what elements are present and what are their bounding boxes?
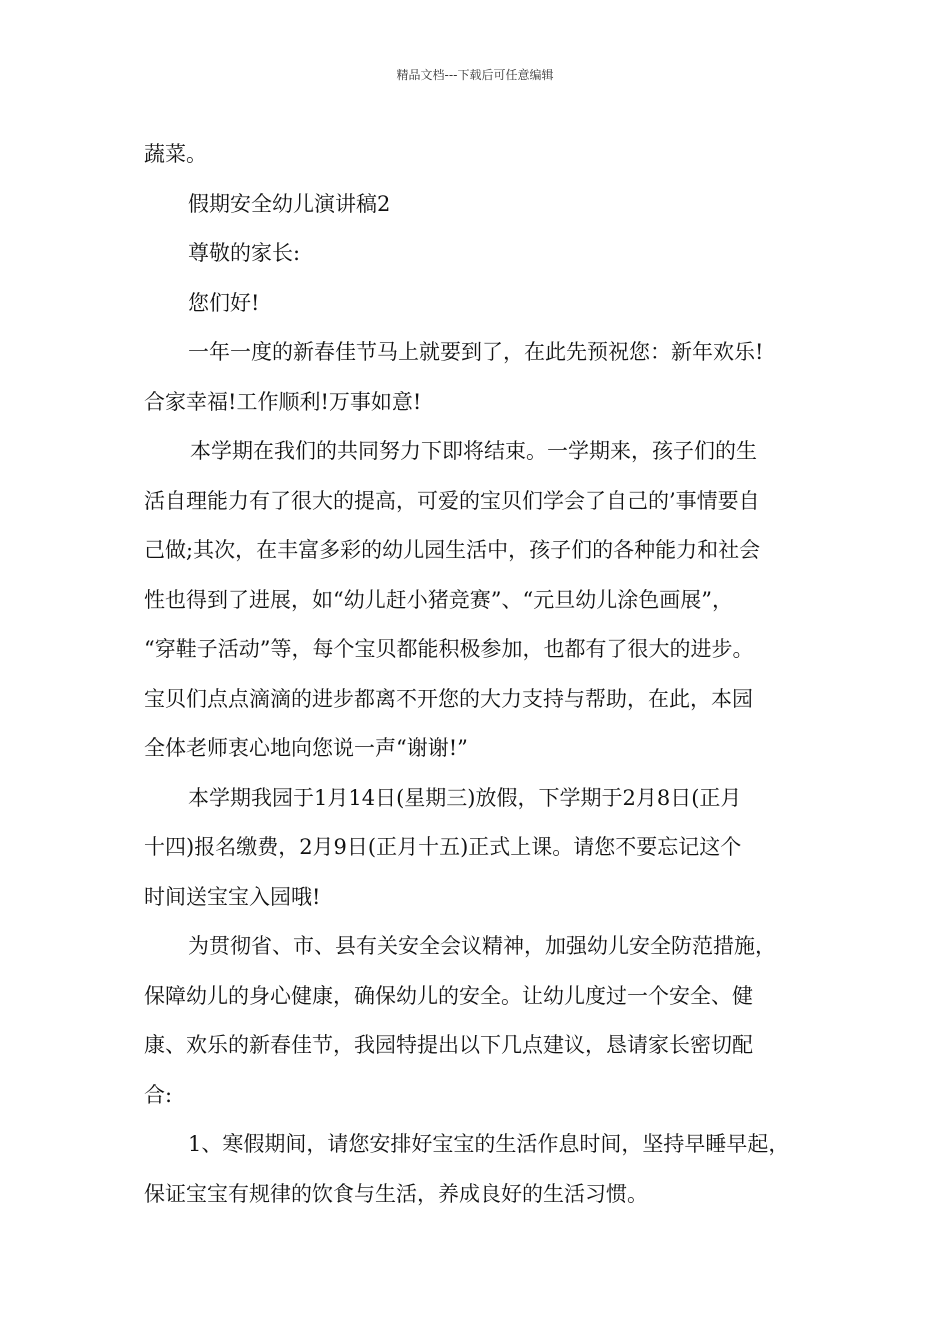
paragraph bbox=[144, 922, 832, 1120]
paragraph bbox=[144, 1120, 832, 1219]
text-line: 本学期我园于1月14日(星期三)放假，下学期于2月8日(正月 bbox=[188, 785, 742, 810]
text-line: 时间送宝宝入园哦! bbox=[144, 884, 321, 909]
text-line: 保障幼儿的身心健康，确保幼儿的安全。让幼儿度过一个安全、健 bbox=[144, 983, 753, 1008]
text-line: 1、寒假期间，请您安排好宝宝的生活作息时间，坚持早睡早起， bbox=[188, 1132, 790, 1156]
paragraph-salutation bbox=[144, 229, 832, 279]
text-line: “穿鞋子活动”等，每个宝贝都能积极参加，也都有了很大的进步。 bbox=[144, 637, 754, 661]
text-line: 合: bbox=[144, 1082, 173, 1107]
text-line: 合家幸福!工作顺利!万事如意! bbox=[144, 389, 422, 414]
text-line: 本学期在我们的共同努力下即将结束。一学期来，孩子们的生 bbox=[190, 439, 757, 463]
text-line: 蔬菜。 bbox=[144, 142, 207, 166]
text-line: 十四)报名缴费，2月9日(正月十五)正式上课。请您不要忘记这个 bbox=[144, 835, 742, 859]
text-line: 活自理能力有了很大的提高，可爱的宝贝们学会了自己的’事情要自 bbox=[144, 488, 760, 513]
text-line: 您们好! bbox=[188, 290, 260, 315]
text-line: 尊敬的家长: bbox=[188, 241, 301, 265]
paragraph bbox=[144, 774, 832, 923]
text-line: 假期安全幼儿演讲稿2 bbox=[188, 191, 391, 216]
text-line: 康、欢乐的新春佳节，我园特提出以下几点建议，恳请家长密切配 bbox=[144, 1033, 753, 1057]
paragraph bbox=[144, 130, 832, 180]
text-line: 为贯彻省、市、县有关安全会议精神，加强幼儿安全防范措施， bbox=[188, 934, 776, 958]
text-line: 保证宝宝有规律的饮食与生活，养成良好的生活习惯。 bbox=[144, 1181, 648, 1206]
paragraph-greeting bbox=[144, 279, 832, 329]
page-header: 精品文档---下载后可任意编辑 bbox=[396, 68, 554, 82]
text-line: 己做;其次，在丰富多彩的幼儿园生活中，孩子们的各种能力和社会 bbox=[144, 538, 761, 562]
text-line: 宝贝们点点滴滴的进步都离不开您的大力支持与帮助，在此，本园 bbox=[144, 686, 753, 711]
paragraph-title bbox=[144, 180, 832, 230]
text-line: 全体老师衷心地向您说一声“谢谢!” bbox=[144, 736, 468, 760]
document-body bbox=[144, 130, 832, 1219]
paragraph bbox=[144, 328, 832, 427]
text-line: 性也得到了进展，如“幼儿赶小猪竞赛”、“元旦幼儿涂色画展”， bbox=[144, 587, 733, 612]
paragraph bbox=[144, 427, 832, 774]
text-line: 一年一度的新春佳节马上就要到了，在此先预祝您：新年欢乐! bbox=[188, 340, 764, 364]
